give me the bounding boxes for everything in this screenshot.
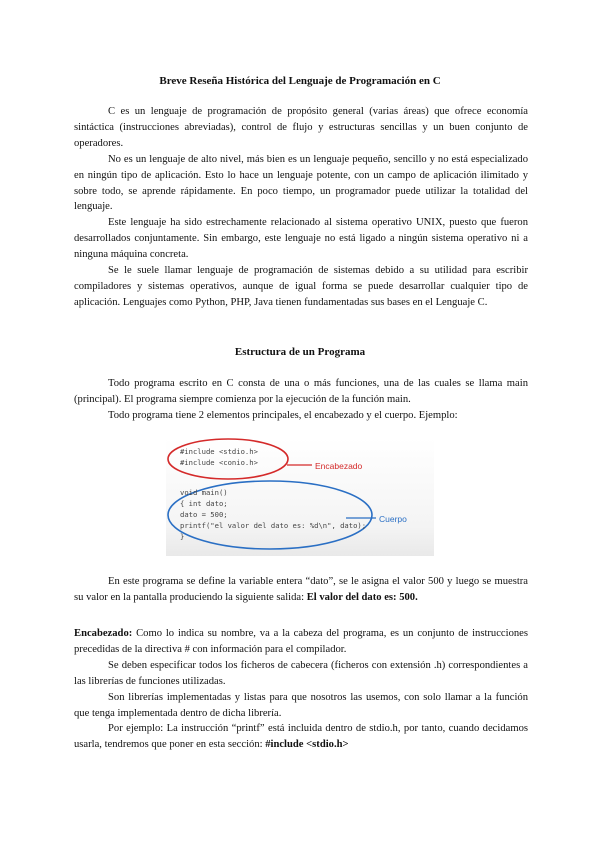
encabezado-paragraph-1: [74, 626, 528, 658]
encabezado-example-text: Por ejemplo: La instrucción “printf” está incluida dentro de stdio.h, por tanto, cuando decidamos usarla, tendremos que poner en esta sección:: [74, 723, 528, 751]
header-line-1: #include <stdio.h>: [180, 447, 258, 456]
body-line-3: dato = 500;: [180, 510, 228, 519]
output-explanation: [74, 574, 528, 606]
intro-section: [74, 104, 528, 311]
encabezado-example-code: #include <stdio.h>: [265, 739, 349, 751]
structure-paragraph-1: Todo programa escrito en C consta de una o más funciones, una de las cuales se llama main (principal). El programa siempre comienza por la ejecución de la función main.: [74, 378, 528, 405]
body-line-5: }: [180, 532, 185, 541]
output-text: En este programa se define la variable entera “dato”, se le asigna el valor 500 y luego se muestra su valor en la pantalla produciendo la siguiente salida:: [74, 576, 528, 603]
encabezado-paragraph-2: Se deben especificar todos los ficheros de cabecera (ficheros con extensión .h) correspondientes a las librerías de funciones utilizadas.: [74, 659, 528, 687]
body-line-2: { int dato;: [180, 499, 228, 508]
body-line-1: void main(): [180, 488, 228, 497]
encabezado-paragraph-4: [74, 721, 528, 753]
output-result: El valor del dato es: 500.: [306, 591, 418, 603]
section-title-structure: Estructura de un Programa: [234, 346, 366, 358]
header-line-2: #include <conio.h>: [180, 458, 258, 467]
encabezado-definition: Como lo indica su nombre, va a la cabeza del programa, es un conjunto de instrucciones precedidas de la directiva # con información para el compilador.: [74, 628, 528, 655]
body-label: Cuerpo: [379, 514, 407, 524]
page-title: Breve Reseña Histórica del Lenguaje de Programación en C: [159, 75, 441, 87]
intro-paragraph-4: Se le suele llamar lenguaje de programación de sistemas debido a su utilidad para escribir compiladores y sistemas operativos, aunque de igual forma se puede desarrollar cualquier tipo de aplicación. Lenguajes como Python, PHP, Java tienen fundamentadas sus bases en el Lenguaje C.: [74, 265, 528, 308]
output-paragraph: [74, 574, 528, 606]
structure-paragraph-2: Todo programa tiene 2 elementos principales, el encabezado y el cuerpo. Ejemplo:: [108, 409, 458, 421]
encabezado-section: [74, 626, 528, 753]
structure-section: [74, 376, 528, 424]
intro-paragraph-1: C es un lenguaje de programación de propósito general (varias áreas) que ofrece economía sintáctica (instrucciones abreviadas), control de flujo y estructuras sencillas y un buen conjunto de operadores.: [74, 106, 528, 149]
intro-paragraph-3: Este lenguaje ha sido estrechamente relacionado al sistema operativo UNIX, puesto que fueron desarrollados conjuntamente. Sin embargo, este lenguaje no está ligado a ningún sistema operativo ni a ninguna máquina concreta.: [74, 217, 528, 261]
encabezado-term: Encabezado:: [74, 628, 133, 639]
program-structure-figure: [166, 438, 434, 556]
encabezado-paragraph-3: Son librerías implementadas y listas para que nosotros las usemos, con solo llamar a la función que tenga implementada dentro de dicha librería.: [74, 691, 528, 719]
header-label: Encabezado: [315, 461, 363, 471]
body-line-4: printf("el valor del dato es: %d\n", dato);: [180, 521, 367, 530]
intro-paragraph-2: No es un lenguaje de alto nivel, más bien es un lenguaje pequeño, sencillo y no está especializado en ningún tipo de aplicación. Esto lo hace un lenguaje potente, con un campo de aplicación ilimitado y sobre todo, se aprende rápidamente. En poco tiempo, un programador puede utilizar la totalidad del lenguaje.: [74, 153, 528, 213]
